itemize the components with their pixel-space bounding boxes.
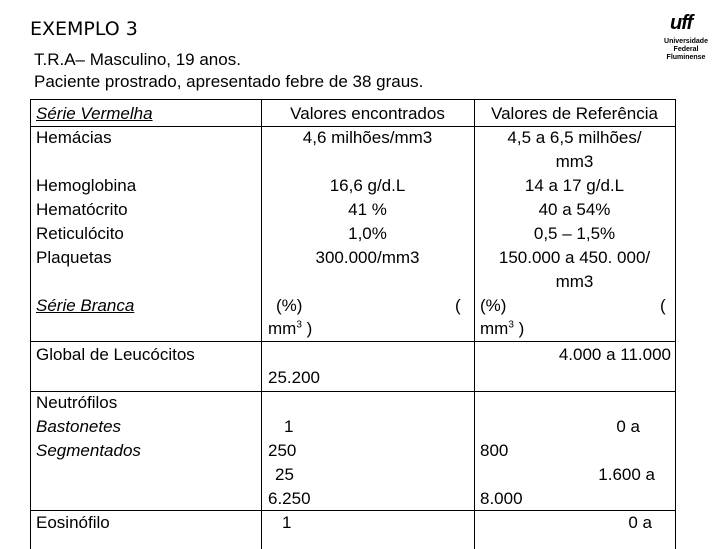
row-label-plaquetas: Plaquetas: [36, 248, 112, 267]
ref-hematocrito: 40 a 54%: [538, 200, 611, 219]
ref-hemacias: 4,5 a 6,5 milhões/: [507, 128, 642, 147]
row-label-bastonetes: Bastonetes: [36, 417, 122, 436]
table-row-divider: [30, 510, 676, 511]
ref-segmentados-abs-max: 8.000: [480, 489, 523, 508]
slide-title: EXEMPLO 3: [30, 18, 138, 40]
table-border: [675, 99, 676, 549]
ref-unit-percent: (%): [480, 296, 507, 315]
found-segmentados-abs: 6.250: [268, 489, 311, 508]
logo-text-line: Federal: [673, 46, 699, 53]
found-bastonetes-abs: 250: [268, 441, 297, 460]
row-label-hemoglobina: Hemoglobina: [36, 176, 137, 195]
exam-results-table: [30, 99, 676, 549]
found-values-header: Valores encontrados: [290, 104, 445, 123]
ref-hemacias-unit: mm3: [555, 152, 594, 171]
table-row-divider: [30, 341, 676, 342]
found-unit-percent: (%): [276, 296, 303, 315]
row-label-reticulocito: Reticulócito: [36, 224, 124, 243]
table-divider: [261, 99, 262, 549]
ref-eosinofilo: 0 a: [628, 513, 652, 532]
ref-segmentados-abs-min: 1.600 a: [598, 465, 655, 484]
row-label-leucocitos: Global de Leucócitos: [36, 345, 195, 364]
row-label-neutrofilos: Neutrófilos: [36, 393, 118, 412]
found-bastonetes-percent: 1: [284, 417, 294, 436]
row-label-hematocrito: Hematócrito: [36, 200, 128, 219]
ref-bastonetes-abs: 800: [480, 441, 509, 460]
found-unit-mm3: $mm^3$ ): [268, 319, 313, 338]
row-label-segmentados: Segmentados: [36, 441, 141, 460]
patient-condition-line: Paciente prostrado, apresentado febre de 38 graus.: [34, 72, 424, 91]
ref-reticulocito: 0,5 – 1,5%: [533, 224, 616, 243]
uff-logo-mark: uff: [670, 12, 693, 34]
row-label-hemacias: Hemácias: [36, 128, 112, 147]
found-reticulocito: 1,0%: [348, 224, 387, 243]
ref-unit-mm3: $mm^3$ ): [480, 319, 525, 338]
ref-plaquetas-unit: mm3: [555, 272, 594, 291]
red-series-label: Série Vermelha: [36, 104, 153, 123]
ref-bastonetes-percent: 0 a: [616, 417, 640, 436]
found-unit-paren: (: [455, 296, 461, 315]
university-logo: [656, 12, 716, 64]
found-hematocrito: 41 %: [348, 200, 387, 219]
ref-plaquetas: 150.000 a 450. 000/: [498, 248, 651, 267]
found-leucocitos: 25.200: [268, 368, 320, 387]
logo-text-line: Fluminense: [666, 54, 706, 61]
row-label-eosinofilo: Eosinófilo: [36, 513, 110, 532]
table-row-divider: [30, 391, 676, 392]
found-segmentados-percent: 25: [275, 465, 294, 484]
table-border: [30, 99, 676, 100]
ref-leucocitos: 4.000 a 11.000: [558, 345, 671, 364]
ref-hemoglobina: 14 a 17 g/d.L: [524, 176, 625, 195]
table-row-divider: [30, 126, 676, 127]
found-plaquetas: 300.000/mm3: [315, 248, 420, 267]
ref-unit-paren: (: [660, 296, 666, 315]
found-hemoglobina: 16,6 g/d.L: [329, 176, 406, 195]
patient-info-line: T.R.A– Masculino, 19 anos.: [34, 50, 241, 69]
reference-values-header: Valores de Referência: [491, 104, 658, 123]
table-border: [30, 99, 31, 549]
found-eosinofilo-percent: 1: [282, 513, 292, 532]
white-series-label: Série Branca: [36, 296, 135, 315]
logo-text-line: Universidade: [664, 38, 708, 45]
found-hemacias: 4,6 milhões/mm3: [302, 128, 433, 147]
